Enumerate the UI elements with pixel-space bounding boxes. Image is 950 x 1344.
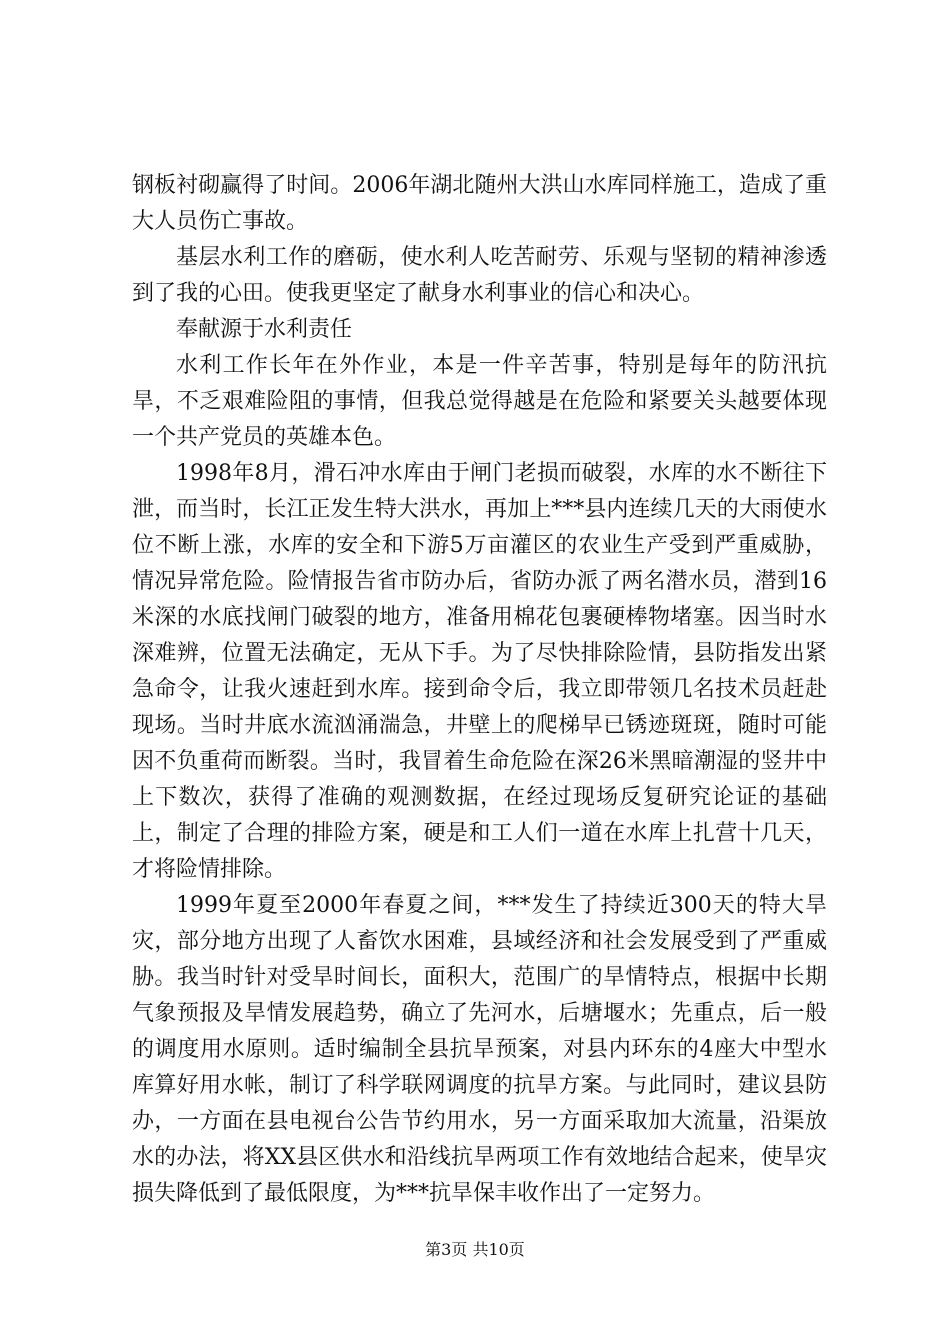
- paragraph-5: 1999年夏至2000年春夏之间，***发生了持续近300天的特大旱灾，部分地方出现了人畜饮水困难，县域经济和社会发展受到了严重威胁。我当时针对受旱时间长，面积大，范围广的旱情特点，根据中长期气象预报及旱情发展趋势，确立了先河水，后塘堰水；先重点，后一般的调度用水原则。适时编制全县抗旱预案，对县内环东的4座大中型水库算好用水帐，制订了科学联网调度的抗旱方案。与此同时，建议县防办，一方面在县电视台公告节约用水，另一方面采取加大流量，沿渠放水的办法，将XX县区供水和沿线抗旱两项工作有效地结合起来，使旱灾损失降低到了最低限度，为***抗旱保丰收作出了一定努力。: [132, 893, 827, 1206]
- paragraph-4: 1998年8月，滑石冲水库由于闸门老损而破裂，水库的水不断往下泄，而当时，长江正发生特大洪水，再加上***县内连续几天的大雨使水位不断上涨，水库的安全和下游5万亩灌区的农业生产受到严重威胁，情况异常危险。险情报告省市防办后，省防办派了两名潜水员，潜到16米深的水底找闸门破裂的地方，准备用棉花包裹硬棒物堵塞。因当时水深难辨，位置无法确定，无从下手。为了尽快排除险情，县防指发出紧急命令，让我火速赶到水库。接到命令后，我立即带领几名技术员赶赴现场。当时井底水流汹涌湍急，井壁上的爬梯早已锈迹斑斑，随时可能因不负重荷而断裂。当时，我冒着生命危险在深26米黑暗潮湿的竖井中上下数次，获得了准确的观测数据，在经过现场反复研究论证的基础上，制定了合理的排险方案，硬是和工人们一道在水库上扎营十几天，才将险情排除。: [132, 461, 827, 882]
- paragraph-1: 钢板衬砌赢得了时间。2006年湖北随州大洪山水库同样施工，造成了重大人员伤亡事故。: [132, 173, 827, 234]
- page-footer: 第3页 共10页: [425, 1240, 525, 1259]
- paragraph-3: 水利工作长年在外作业，本是一件辛苦事，特别是每年的防汛抗旱，不乏艰难险阻的事情，但我总觉得越是在危险和紧要关头越要体现一个共产党员的英雄本色。: [132, 353, 827, 450]
- paragraph-2: 基层水利工作的磨砺，使水利人吃苦耐劳、乐观与坚韧的精神渗透到了我的心田。使我更坚定了献身水利事业的信心和决心。: [132, 245, 827, 306]
- section-heading: 奉献源于水利责任: [176, 317, 353, 342]
- document-body: [132, 168, 827, 1212]
